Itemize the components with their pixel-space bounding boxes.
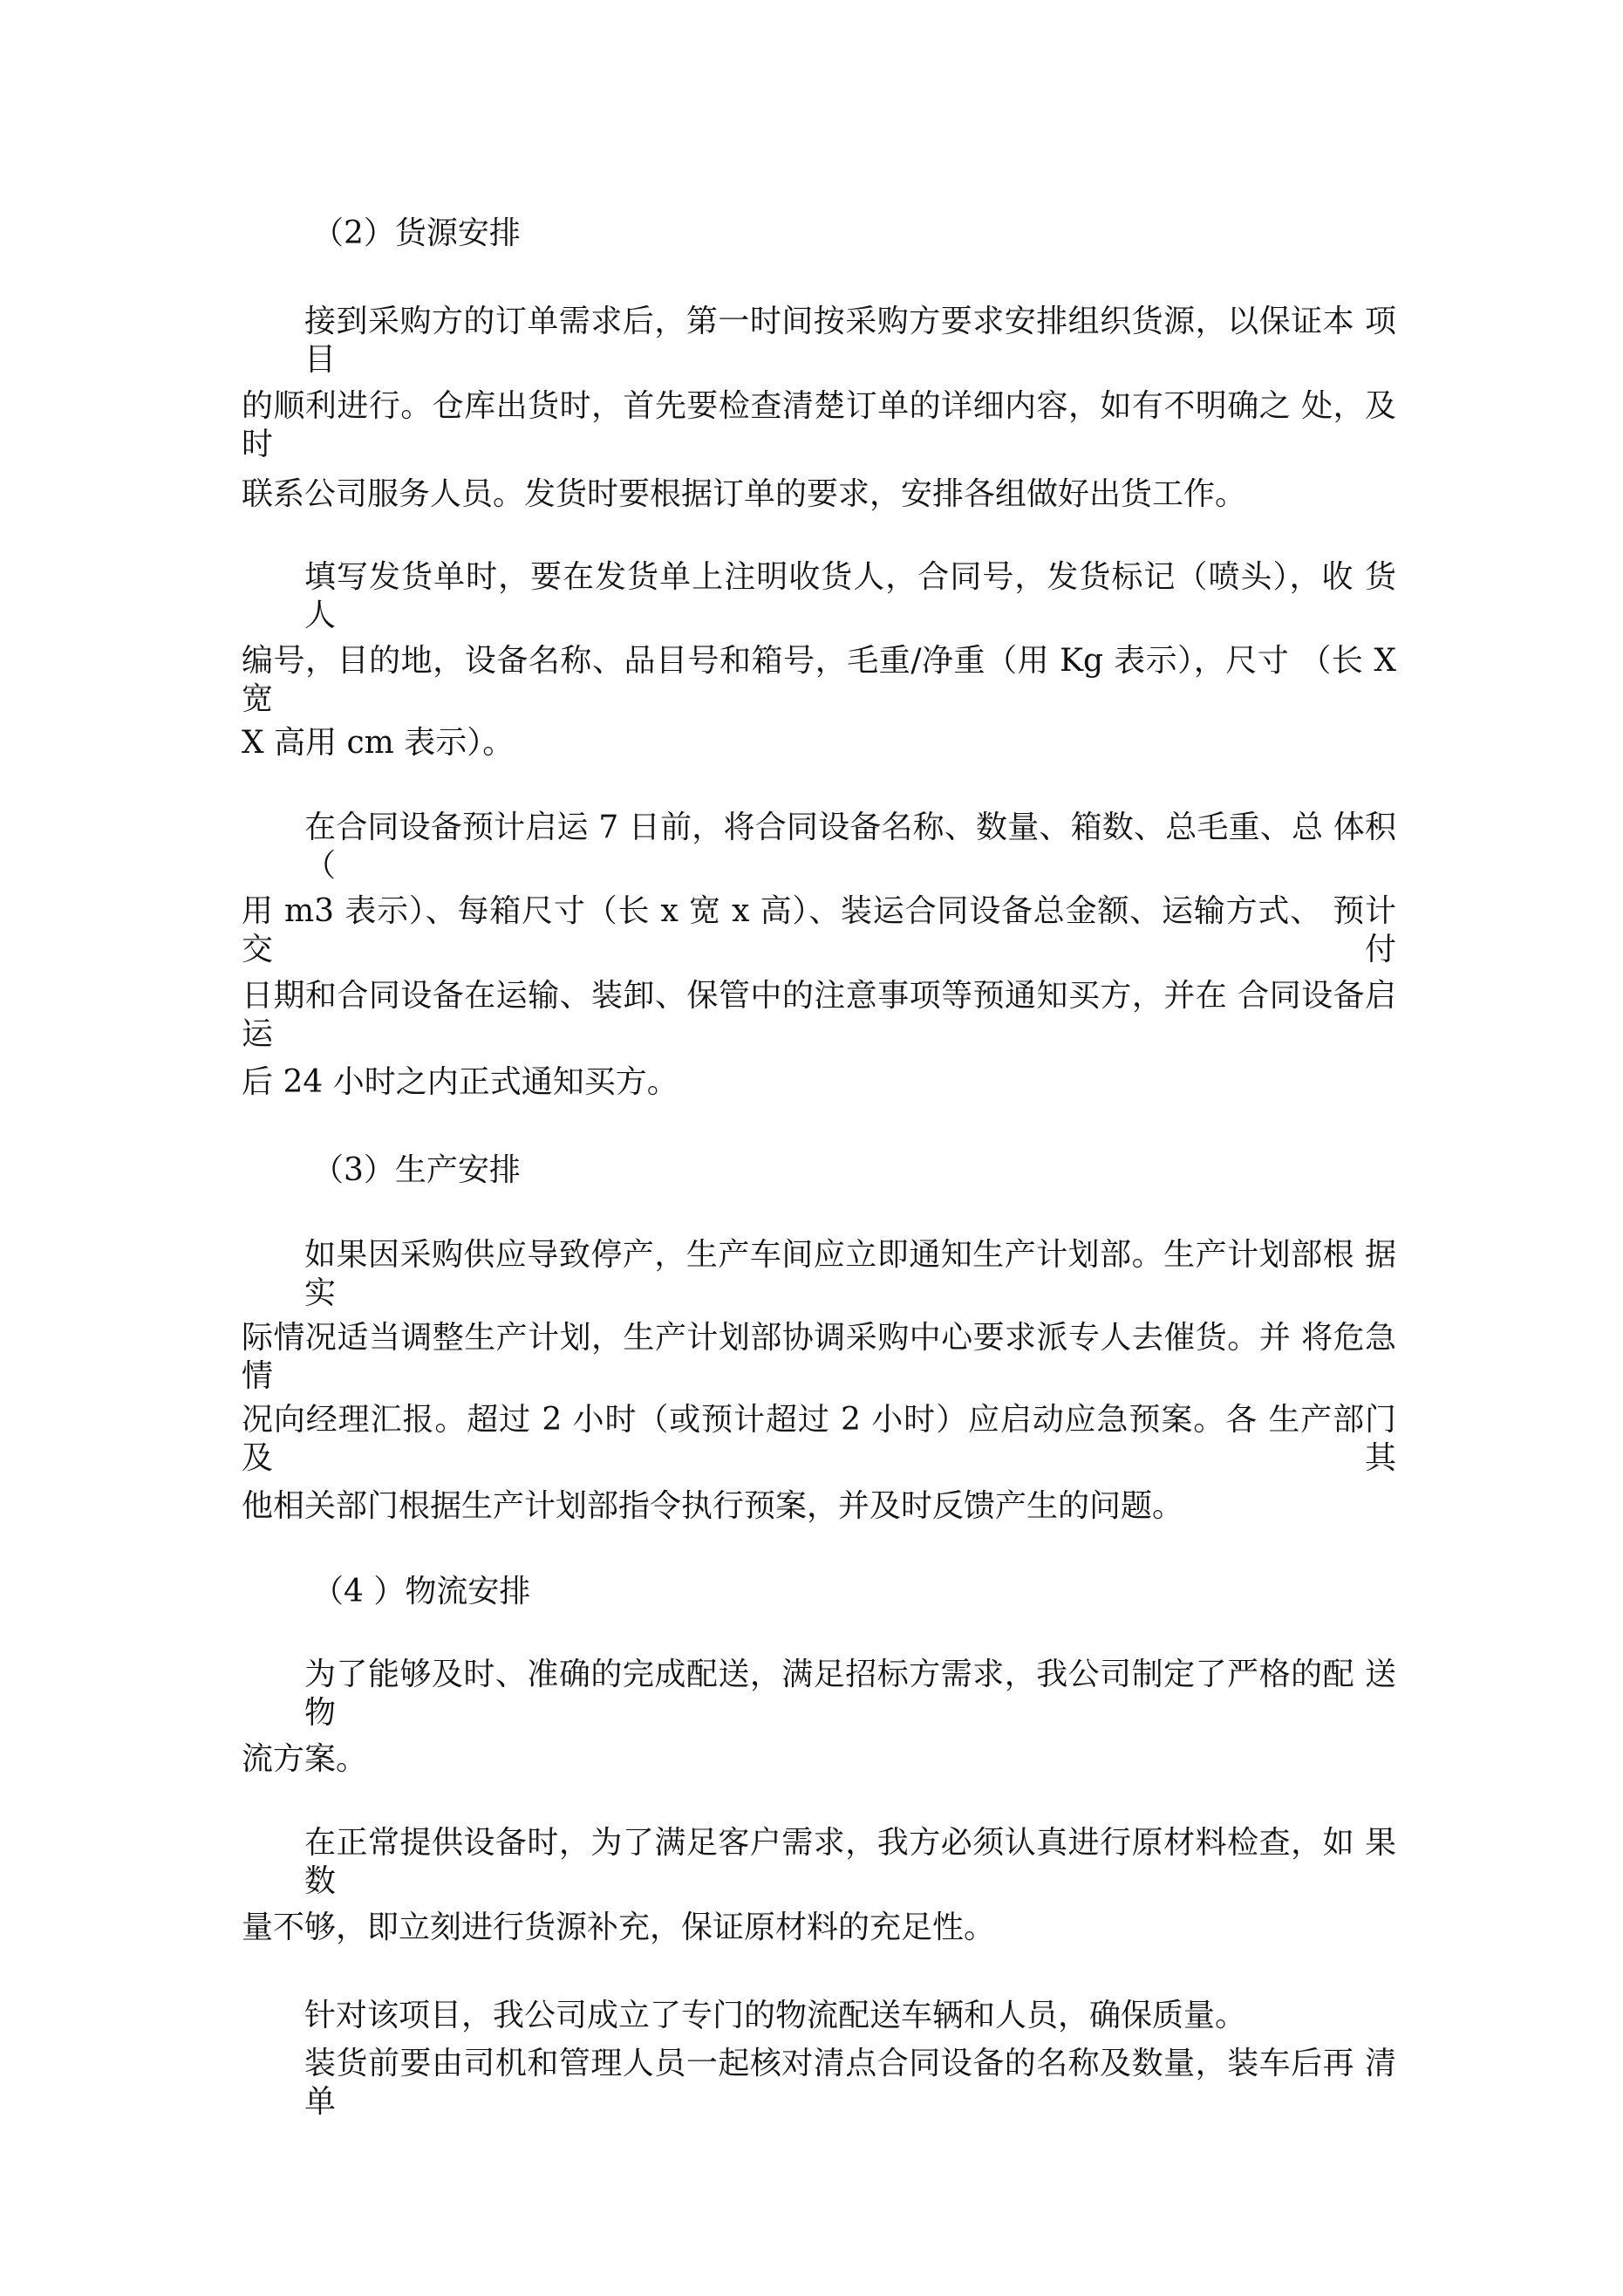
section-heading-2: （2）货源安排	[312, 215, 521, 251]
paragraph-line: 填写发货单时，要在发货单上注明收货人，合同号，发货标记（喷头），收 货人	[304, 559, 1396, 633]
paragraph-line: 后 24 小时之内正式通知买方。	[242, 1064, 679, 1100]
paragraph-line: 联系公司服务人员。发货时要根据订单的要求，安排各组做好出货工作。	[242, 476, 1247, 512]
paragraph-line: 日期和合同设备在运输、装卸、保管中的注意事项等预通知买方，并在 合同设备启运	[242, 978, 1396, 1052]
paragraph-line: 编号，目的地，设备名称、品目号和箱号，毛重/净重（用 Kg 表示），尺寸 （长 X 宽	[242, 643, 1396, 717]
paragraph-line: 为了能够及时、准确的完成配送，满足招标方需求，我公司制定了严格的配 送物	[304, 1657, 1396, 1731]
paragraph-line: 流方案。	[242, 1741, 368, 1777]
paragraph-line: 在合同设备预计启运 7 日前，将合同设备名称、数量、箱数、总毛重、总 体积（	[304, 810, 1396, 884]
paragraph-line: 接到采购方的订单需求后，第一时间按采购方要求安排组织货源，以保证本 项目	[304, 304, 1396, 378]
paragraph-line: 况向经理汇报。超过 2 小时（或预计超过 2 小时）应启动应急预案。各 生产部门及其	[242, 1402, 1396, 1476]
paragraph-line: 际情况适当调整生产计划，生产计划部协调采购中心要求派专人去催货。并 将危急情	[242, 1320, 1396, 1394]
paragraph-line: 装货前要由司机和管理人员一起核对清点合同设备的名称及数量，装车后再 清单	[304, 2046, 1396, 2120]
paragraph-line: 他相关部门根据生产计划部指令执行预案，并及时反馈产生的问题。	[242, 1488, 1184, 1524]
section-heading-4: （4 ）物流安排	[312, 1574, 531, 1609]
paragraph-line: 量不够，即立刻进行货源补充，保证原材料的充足性。	[242, 1910, 996, 1945]
paragraph-line: 在正常提供设备时，为了满足客户需求，我方必须认真进行原材料检查，如 果数	[304, 1825, 1396, 1899]
paragraph-line: 针对该项目，我公司成立了专门的物流配送车辆和人员，确保质量。	[304, 1998, 1247, 2033]
paragraph-line: 的顺利进行。仓库出货时，首先要检查清楚订单的详细内容，如有不明确之 处，及时	[242, 388, 1396, 462]
section-heading-3: （3）生产安排	[312, 1152, 521, 1188]
paragraph-line: 用 m3 表示）、每箱尺寸（长 x 宽 x 高）、装运合同设备总金额、运输方式、 预计交付	[242, 893, 1396, 967]
paragraph-line: 如果因采购供应导致停产，生产车间应立即通知生产计划部。生产计划部根 据实	[304, 1237, 1396, 1311]
paragraph-line: X 高用 cm 表示）。	[242, 725, 515, 761]
